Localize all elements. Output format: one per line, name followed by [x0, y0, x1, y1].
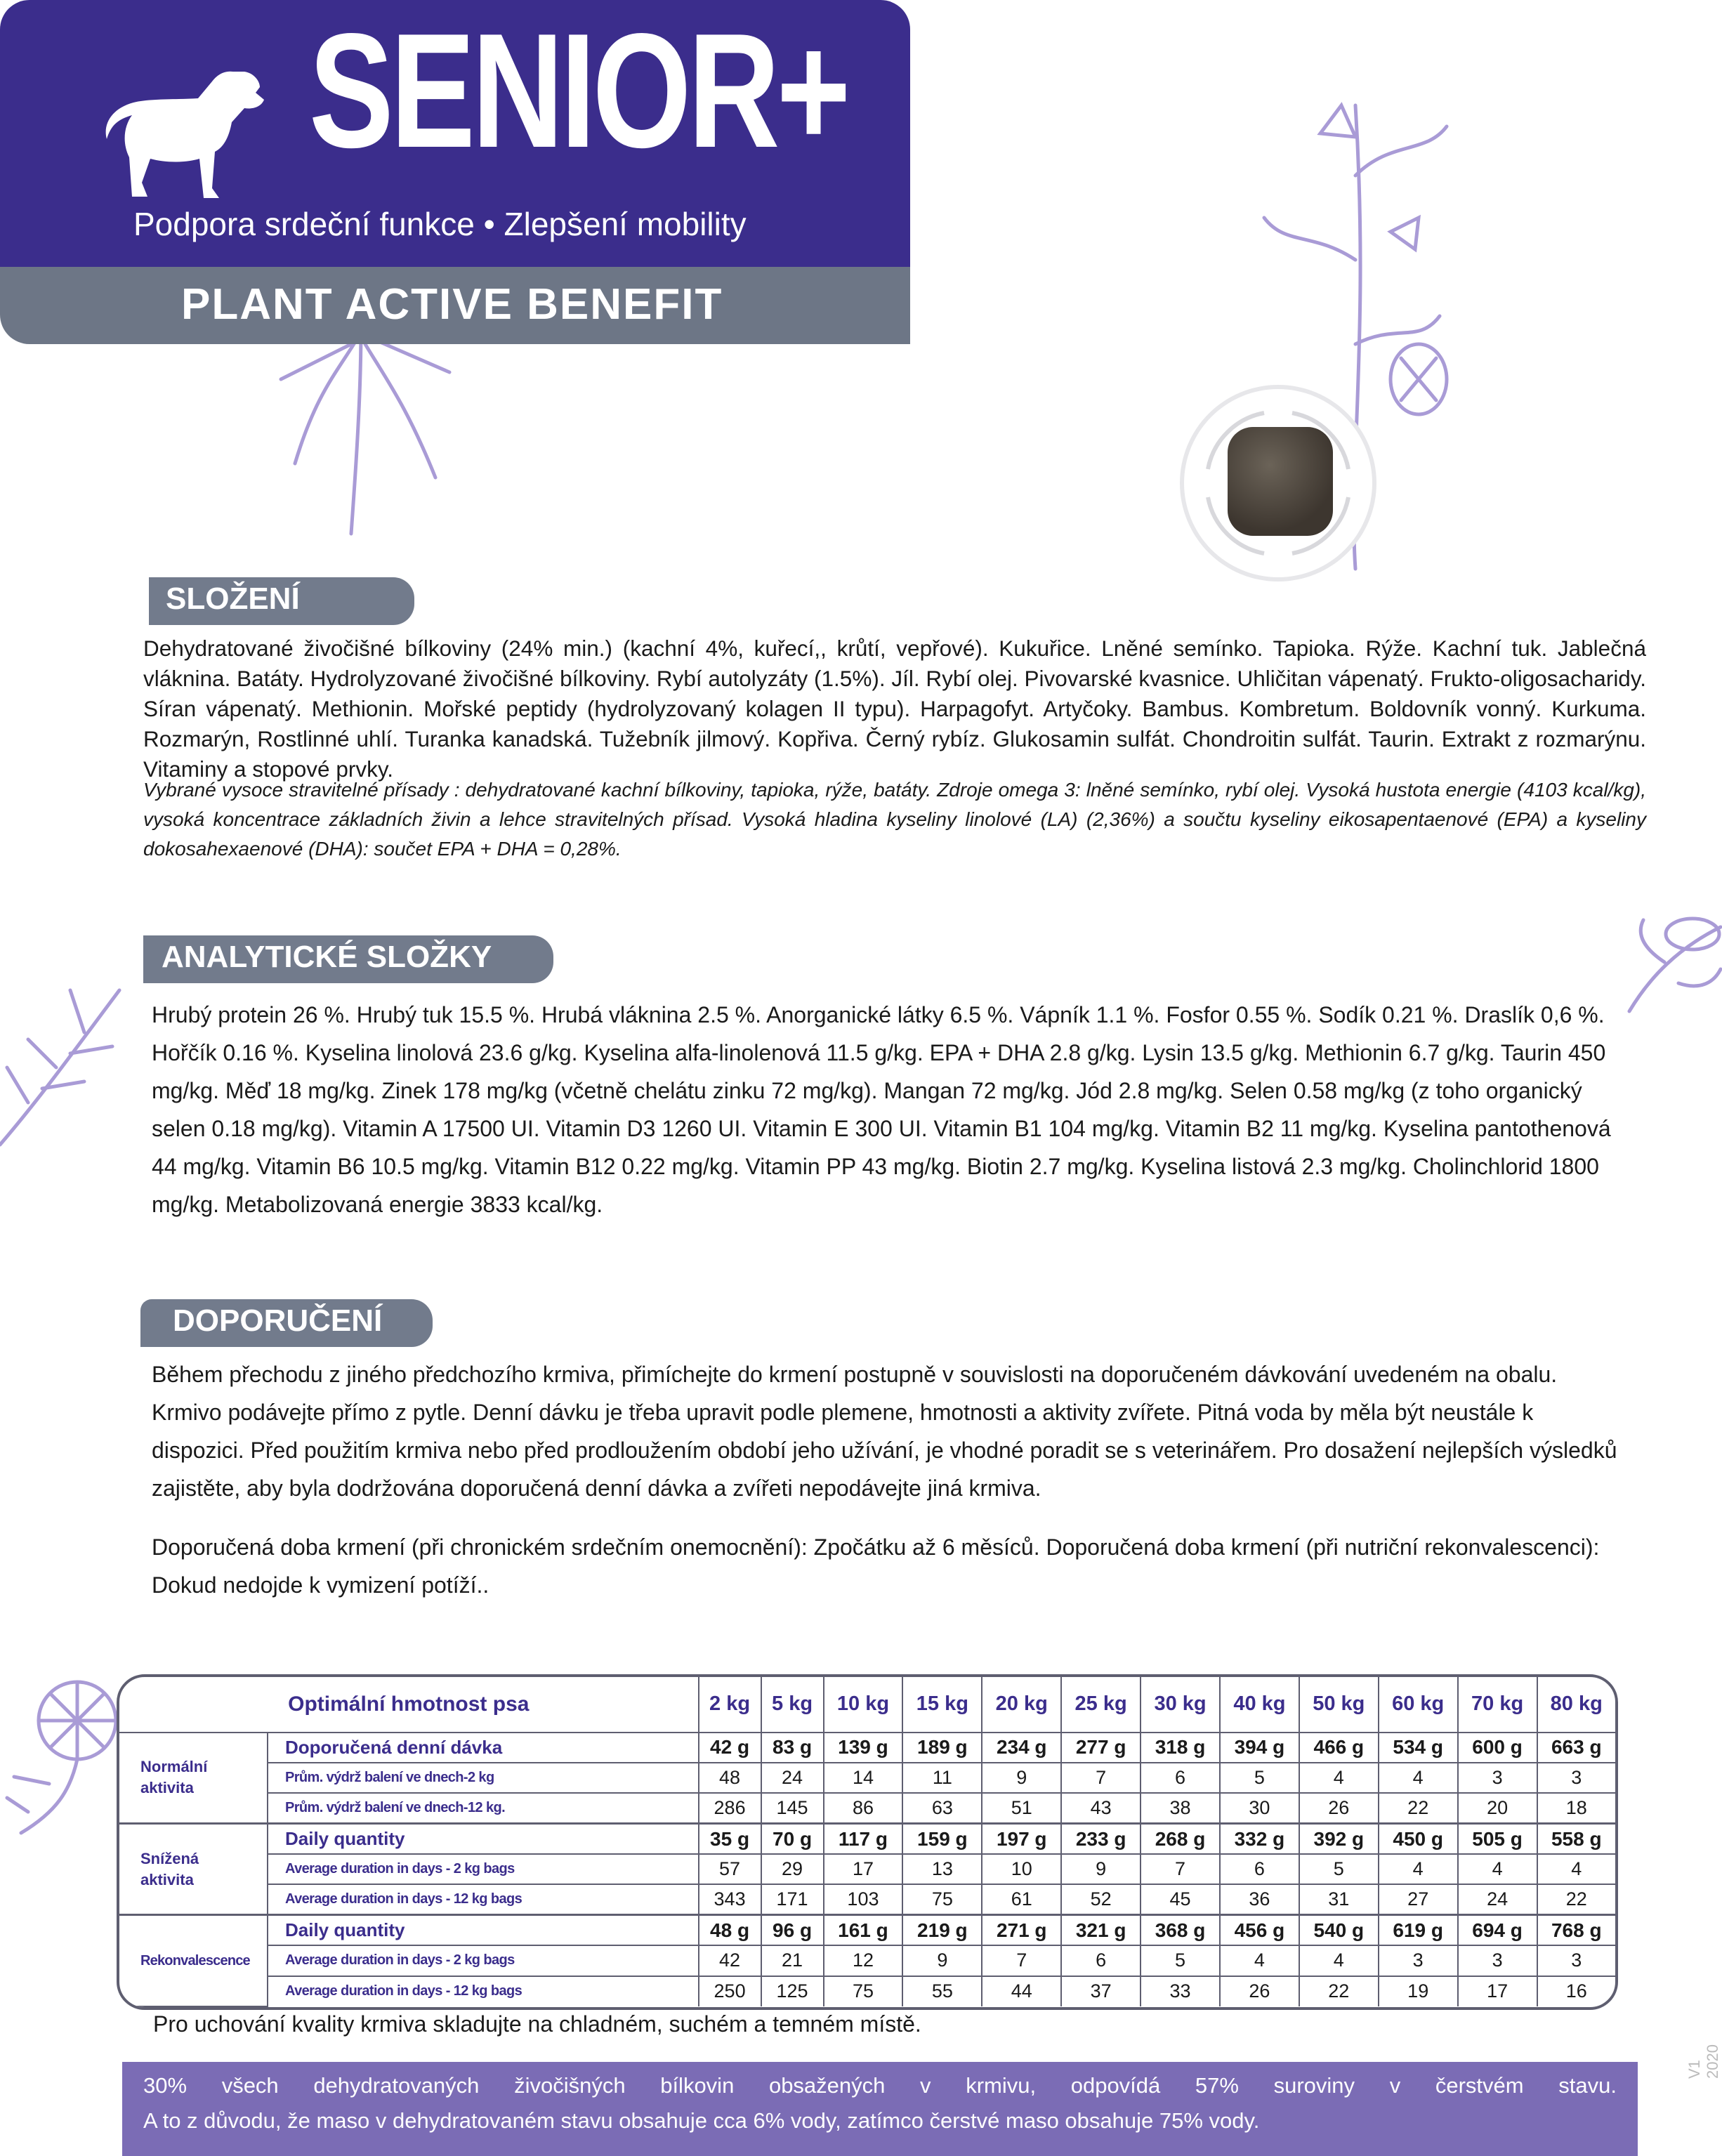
feeding-table: [117, 1674, 1618, 2010]
table-cell: 4: [1537, 1854, 1615, 1884]
table-cell: 159 g: [902, 1824, 982, 1854]
table-cell: 5: [1220, 1763, 1299, 1793]
table-cell: 18: [1537, 1793, 1615, 1823]
activity-group-label: [119, 1733, 268, 1824]
table-cell: 125: [761, 1976, 824, 2007]
footer-word: odpovídá: [1070, 2073, 1161, 2098]
table-cell: 321 g: [1061, 1915, 1141, 1945]
composition-text: Dehydratované živočišné bílkoviny (24% min.) (kachní 4%, kuřecí,, krůtí, vepřové). Kukuřice. Lněné semínko. Tapioka. Rýže. Kachní tuk. Jablečná vláknina. Batáty. Hydrolyzované živočišné bílkoviny. Rybí autolyzáty (1.5%). Jíl. Rybí olej. Pivovarské kvasnice. Uhličitan vápenatý. Frukto-oligosacharidy. Síran vápenatý. Methionin. Mořské peptidy (hydrolyzovaný kolagen II typu). Harpagofyt. Artyčoky. Bambus. Kombretum. Boldovník vonný. Kurkuma. Rozmarýn, Rostlinné uhlí. Turanka kanadská. Tužebník jilmový. Kopřiva. Černý rybíz. Glukosamin sulfát. Chondroitin sulfát. Taurin. Extrakt z rozmarýnu. Vitaminy a stopové prvky.: [143, 636, 1646, 782]
hero-header: [0, 0, 910, 344]
dog-silhouette-icon: [98, 65, 274, 205]
table-cell: 24: [1458, 1884, 1537, 1914]
weight-header: 30 kg: [1141, 1677, 1220, 1733]
table-cell: 6: [1141, 1763, 1220, 1793]
weight-header: 2 kg: [699, 1677, 761, 1733]
table-row: [119, 1793, 1615, 1823]
table-cell: 63: [902, 1793, 982, 1823]
table-cell: 456 g: [1220, 1915, 1299, 1945]
table-cell: 10: [982, 1854, 1061, 1884]
row-label: Daily quantity: [268, 1915, 699, 1945]
storage-note: Pro uchování kvality krmiva skladujte na chladném, suchém a temném místě.: [153, 2011, 921, 2037]
recommendation-text-1: Během přechodu z jiného předchozího krmiva, přimíchejte do krmení postupně v souvislosti na doporučeném dávkování uvedeném na obalu. Krmivo podávejte přímo z pytle. Denní dávku je třeba upravit podle plemene, hmotnosti a aktivity zvířete. Pitná voda by měla být neustále k dispozici. Před použitím krmiva nebo před prodloužením období jeho užívání, je vhodné poradit se s veterinářem. Pro dosažení nejlepších výsledků zajistěte, aby byla dodržována doporučená denní dávka a zvířeti nepodávejte jiná krmiva.: [152, 1362, 1617, 1501]
table-cell: 768 g: [1537, 1915, 1615, 1945]
table-cell: 394 g: [1220, 1733, 1299, 1763]
table-cell: 51: [982, 1793, 1061, 1823]
table-cell: 7: [1141, 1854, 1220, 1884]
plant-illustration-mid-right: [1622, 906, 1722, 1018]
table-cell: 368 g: [1141, 1915, 1220, 1945]
activity-group-label-line: aktivita: [140, 1870, 194, 1888]
footer-word: bílkovin: [660, 2073, 735, 2098]
table-row: [119, 1854, 1615, 1884]
table-cell: 26: [1299, 1793, 1379, 1823]
table-cell: 540 g: [1299, 1915, 1379, 1945]
weight-header: 50 kg: [1299, 1677, 1379, 1733]
weight-header: 80 kg: [1537, 1677, 1615, 1733]
table-row: [119, 1945, 1615, 1976]
table-cell: 20: [1458, 1793, 1537, 1823]
table-cell: 663 g: [1537, 1733, 1615, 1763]
activity-group-label-line: Snížená: [140, 1849, 199, 1867]
table-cell: 12: [824, 1945, 903, 1976]
product-title: SENIOR+: [309, 0, 848, 182]
table-cell: 75: [902, 1884, 982, 1914]
footer-word: stavu.: [1558, 2073, 1617, 2098]
footer-word: čerstvém: [1435, 2073, 1524, 2098]
activity-group-label-line: Rekonvalescence: [140, 1953, 250, 1969]
table-cell: 9: [902, 1945, 982, 1976]
table-cell: 7: [982, 1945, 1061, 1976]
footer-line-2: A to z důvodu, že maso v dehydratovaném stavu obsahuje cca 6% vody, zatímco čerstvé maso obsahuje 75% vody.: [143, 2108, 1260, 2133]
table-cell: 161 g: [824, 1915, 903, 1945]
weight-header: 10 kg: [824, 1677, 903, 1733]
table-cell: 4: [1299, 1763, 1379, 1793]
table-cell: 48 g: [699, 1915, 761, 1945]
analytical-heading-bar: [143, 935, 553, 983]
activity-group-label-line: Normální: [140, 1758, 208, 1776]
table-cell: 5: [1299, 1854, 1379, 1884]
table-cell: 19: [1379, 1976, 1458, 2007]
table-cell: 534 g: [1379, 1733, 1458, 1763]
table-cell: 4: [1299, 1945, 1379, 1976]
table-cell: 6: [1220, 1854, 1299, 1884]
composition-heading-bar: [149, 577, 414, 625]
activity-group-label: [119, 1915, 268, 2006]
plant-illustration-mid-left: [0, 969, 126, 1152]
table-cell: 70 g: [761, 1824, 824, 1854]
footer-word: krmivu,: [966, 2073, 1037, 2098]
table-cell: 24: [761, 1763, 824, 1793]
table-cell: 619 g: [1379, 1915, 1458, 1945]
table-cell: 16: [1537, 1976, 1615, 2007]
table-cell: 45: [1141, 1884, 1220, 1914]
table-cell: 117 g: [824, 1824, 903, 1854]
row-label: Average duration in days - 2 kg bags: [268, 1945, 699, 1976]
table-cell: 694 g: [1458, 1915, 1537, 1945]
table-cell: 450 g: [1379, 1824, 1458, 1854]
table-cell: 38: [1141, 1793, 1220, 1823]
activity-group-label: [119, 1824, 268, 1915]
table-row: [119, 1884, 1615, 1914]
product-subtitle: Podpora srdeční funkce • Zlepšení mobility: [133, 206, 747, 242]
footer-word: suroviny: [1273, 2073, 1355, 2098]
weight-header: 60 kg: [1379, 1677, 1458, 1733]
table-cell: 17: [1458, 1976, 1537, 2007]
table-cell: 145: [761, 1793, 824, 1823]
footer-word: živočišných: [514, 2073, 626, 2098]
table-cell: 22: [1299, 1976, 1379, 2007]
footer-line-1: [143, 2073, 1617, 2098]
table-row: [119, 1733, 1615, 1763]
table-cell: 505 g: [1458, 1824, 1537, 1854]
table-cell: 42 g: [699, 1733, 761, 1763]
row-label: Prům. výdrž balení ve dnech-2 kg: [268, 1763, 699, 1793]
table-cell: 600 g: [1458, 1733, 1537, 1763]
table-cell: 286: [699, 1793, 761, 1823]
table-cell: 343: [699, 1884, 761, 1914]
weight-header: 5 kg: [761, 1677, 824, 1733]
footer-word: v: [920, 2073, 931, 2098]
recommendation-heading: DOPORUČENÍ: [173, 1303, 383, 1338]
table-cell: 42: [699, 1945, 761, 1976]
table-cell: 277 g: [1061, 1733, 1141, 1763]
kibble-image: [1228, 427, 1333, 536]
table-cell: 55: [902, 1976, 982, 2007]
table-cell: 233 g: [1061, 1824, 1141, 1854]
table-cell: 4: [1220, 1945, 1299, 1976]
footer-word: 57%: [1195, 2073, 1239, 2098]
table-cell: 139 g: [824, 1733, 903, 1763]
table-cell: 558 g: [1537, 1824, 1615, 1854]
table-cell: 21: [761, 1945, 824, 1976]
row-label: Doporučená denní dávka: [268, 1733, 699, 1763]
table-cell: 37: [1061, 1976, 1141, 2007]
table-cell: 36: [1220, 1884, 1299, 1914]
table-cell: 197 g: [982, 1824, 1061, 1854]
table-cell: 13: [902, 1854, 982, 1884]
table-row: [119, 1763, 1615, 1793]
side-code: V1 2020: [1685, 2044, 1721, 2079]
footer-word: 30%: [143, 2073, 188, 2098]
table-cell: 3: [1458, 1945, 1537, 1976]
footer-word: obsažených: [768, 2073, 886, 2098]
table-cell: 22: [1379, 1793, 1458, 1823]
table-cell: 52: [1061, 1884, 1141, 1914]
table-cell: 5: [1141, 1945, 1220, 1976]
table-cell: 35 g: [699, 1824, 761, 1854]
analytical-text: Hrubý protein 26 %. Hrubý tuk 15.5 %. Hrubá vláknina 2.5 %. Anorganické látky 6.5 %. Vápník 1.1 %. Fosfor 0.55 %. Sodík 0.21 %. Draslík 0,6 %. Hořčík 0.16 %. Kyselina linolová 23.6 g/kg. Kyselina alfa-linolenová 11.5 g/kg. EPA + DHA 2.8 g/kg. Lysin 13.5 g/kg. Methionin 6.7 g/kg. Taurin 450 mg/kg. Měď 18 mg/kg. Zinek 178 mg/kg (včetně chelátu zinku 72 mg/kg). Mangan 72 mg/kg. Jód 2.8 mg/kg. Selen 0.58 mg/kg (z toho organický selen 0.18 mg/kg). Vitamin A 17500 UI. Vitamin D3 1260 UI. Vitamin E 300 UI. Vitamin B1 104 mg/kg. Vitamin B2 11 mg/kg. Kyselina pantothenová 44 mg/kg. Vitamin B6 10.5 mg/kg. Vitamin B12 0.22 mg/kg. Vitamin PP 43 mg/kg. Biotin 2.7 mg/kg. Kyselina listová 2.3 mg/kg. Cholinchlorid 1800 mg/kg. Metabolizovaná energie 3833 kcal/kg.: [152, 1002, 1611, 1217]
table-cell: 33: [1141, 1976, 1220, 2007]
table-cell: 43: [1061, 1793, 1141, 1823]
table-cell: 4: [1458, 1854, 1537, 1884]
composition-note: Vybrané vysoce stravitelné přísady : dehydratované kachní bílkoviny, tapioka, rýže, batáty. Zdroje omega 3: lněné semínko, rybí olej. Vysoká hustota energie (4103 kcal/kg), vysoká koncentrace základních živin a lehce stravitelných přísad. Vysoká hladina kyseliny linolové (LA) (2,36%) a součtu kyseliny eikosapentaenové (EPA) a kyseliny dokosahexaenové (DHA): součet EPA + DHA = 0,28%.: [143, 779, 1646, 860]
composition-heading: SLOŽENÍ: [166, 581, 300, 616]
table-cell: 392 g: [1299, 1824, 1379, 1854]
table-cell: 83 g: [761, 1733, 824, 1763]
table-cell: 48: [699, 1763, 761, 1793]
table-cell: 268 g: [1141, 1824, 1220, 1854]
table-cell: 86: [824, 1793, 903, 1823]
table-cell: 171: [761, 1884, 824, 1914]
footer-band: [122, 2062, 1638, 2156]
table-cell: 332 g: [1220, 1824, 1299, 1854]
table-cell: 11: [902, 1763, 982, 1793]
table-cell: 4: [1379, 1854, 1458, 1884]
table-corner-header: Optimální hmotnost psa: [119, 1677, 699, 1733]
row-label: Prům. výdrž balení ve dnech-12 kg.: [268, 1793, 699, 1823]
table-cell: 17: [824, 1854, 903, 1884]
table-cell: 9: [982, 1763, 1061, 1793]
table-cell: 318 g: [1141, 1733, 1220, 1763]
table-cell: 75: [824, 1976, 903, 2007]
table-cell: 57: [699, 1854, 761, 1884]
table-cell: 3: [1379, 1945, 1458, 1976]
table-row: [119, 1915, 1615, 1945]
footer-word: dehydratovaných: [313, 2073, 480, 2098]
table-cell: 4: [1379, 1763, 1458, 1793]
row-label: Daily quantity: [268, 1824, 699, 1854]
footer-word: v: [1389, 2073, 1401, 2098]
table-cell: 9: [1061, 1854, 1141, 1884]
recommendation-text-2: Doporučená doba krmení (při chronickém srdečním onemocnění): Zpočátku až 6 měsíců. Doporučená doba krmení (při nutriční rekonvalescenci): Dokud nedojde k vymizení potíží..: [152, 1534, 1600, 1598]
weight-header: 40 kg: [1220, 1677, 1299, 1733]
row-label: Average duration in days - 2 kg bags: [268, 1854, 699, 1884]
table-cell: 6: [1061, 1945, 1141, 1976]
row-label: Average duration in days - 12 kg bags: [268, 1976, 699, 2007]
table-cell: 14: [824, 1763, 903, 1793]
row-label: Average duration in days - 12 kg bags: [268, 1884, 699, 1914]
weight-header: 15 kg: [902, 1677, 982, 1733]
table-cell: 3: [1458, 1763, 1537, 1793]
table-cell: 250: [699, 1976, 761, 2007]
table-row: [119, 1824, 1615, 1854]
plant-active-banner: PLANT ACTIVE BENEFIT: [181, 280, 723, 329]
analytical-heading: ANALYTICKÉ SLOŽKY: [162, 940, 492, 974]
table-row: [119, 1976, 1615, 2007]
table-cell: 103: [824, 1884, 903, 1914]
table-cell: 271 g: [982, 1915, 1061, 1945]
table-cell: 7: [1061, 1763, 1141, 1793]
table-cell: 3: [1537, 1945, 1615, 1976]
table-cell: 466 g: [1299, 1733, 1379, 1763]
table-cell: 44: [982, 1976, 1061, 2007]
table-cell: 219 g: [902, 1915, 982, 1945]
table-cell: 234 g: [982, 1733, 1061, 1763]
table-cell: 96 g: [761, 1915, 824, 1945]
activity-group-label-line: aktivita: [140, 1779, 194, 1797]
table-body: [119, 1733, 1615, 2007]
weight-header: 20 kg: [982, 1677, 1061, 1733]
table-cell: 30: [1220, 1793, 1299, 1823]
table-cell: 61: [982, 1884, 1061, 1914]
table-cell: 31: [1299, 1884, 1379, 1914]
recommendation-heading-bar: [140, 1299, 433, 1347]
weight-header: 70 kg: [1458, 1677, 1537, 1733]
table-cell: 26: [1220, 1976, 1299, 2007]
weight-header: 25 kg: [1061, 1677, 1141, 1733]
table-cell: 22: [1537, 1884, 1615, 1914]
table-cell: 27: [1379, 1884, 1458, 1914]
table-cell: 29: [761, 1854, 824, 1884]
footer-word: všech: [221, 2073, 279, 2098]
table-cell: 189 g: [902, 1733, 982, 1763]
table-cell: 3: [1537, 1763, 1615, 1793]
